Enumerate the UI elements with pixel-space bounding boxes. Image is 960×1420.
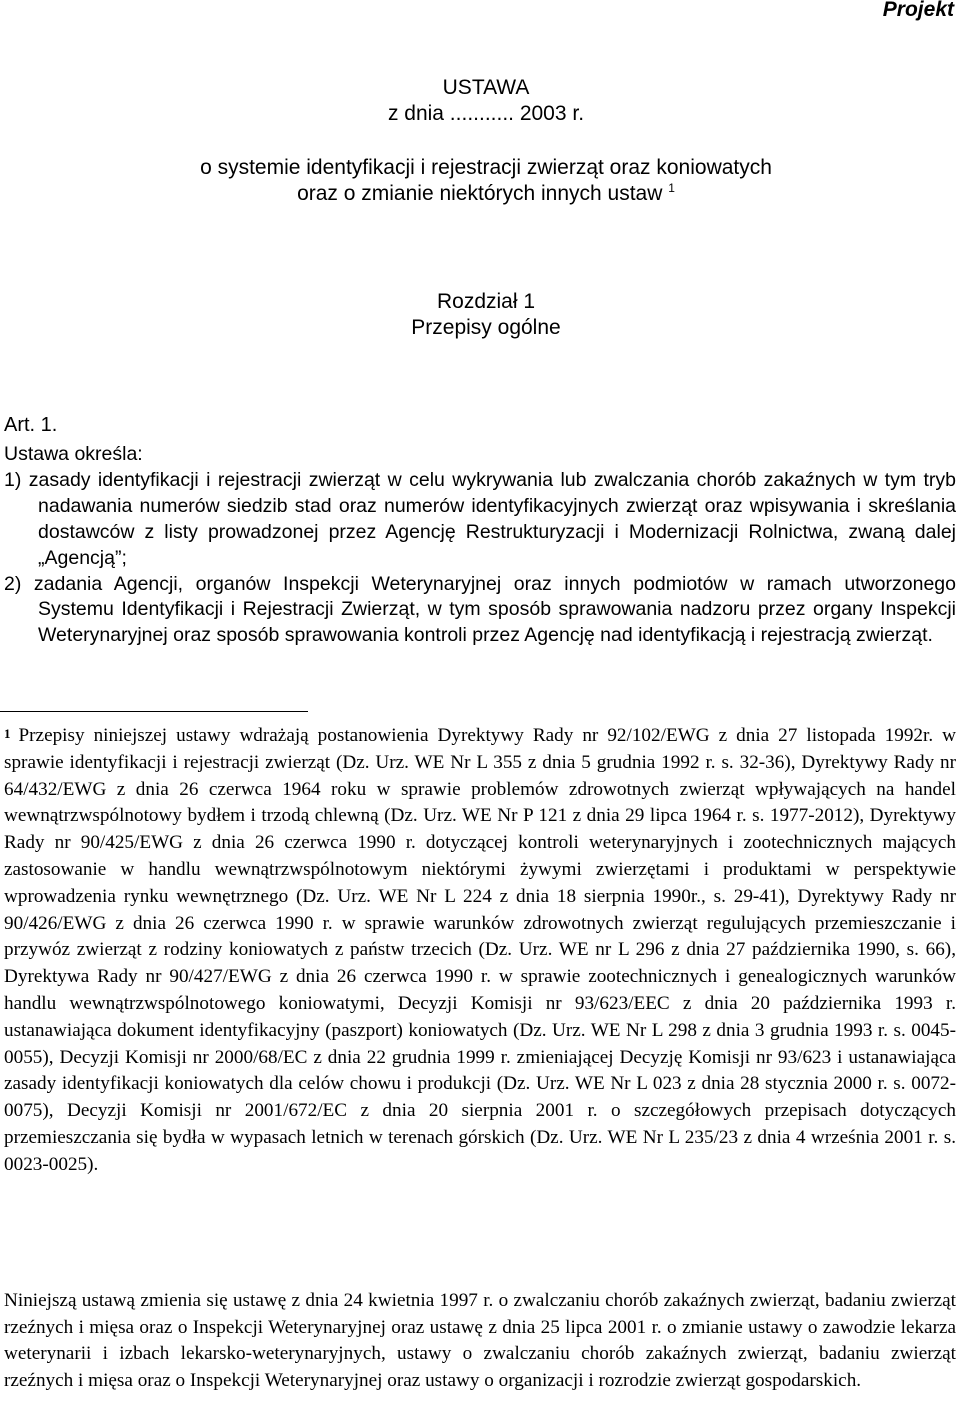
footnote-separator [0, 711, 308, 712]
footnote-text: Przepisy niniejszej ustawy wdrażają postanowienia Dyrektywy Rady nr 92/102/EWG z dnia 27 listopada 1992r. w sprawie identyfikacji i rejestracji zwierząt (Dz. Urz. WE Nr L 355 z dnia 5 grudnia 1992 r. s. 32-36), Dyrektywy Rady nr 64/432/EWG z dnia 26 czerwca 1964 roku w sprawie problemów zdrowotnych zwierząt wpływających na handel wewnątrzwspólnotowy bydłem i trzodą chlewną (Dz. Urz. WE Nr P 121 z dnia 29 lipca 1964 r. s. 1977-2012), Dyrektywy Rady nr 90/425/EWG z dnia 26 czerwca 1990 r. dotyczącej kontroli weterynaryjnych i zootechnicznych mających zastosowanie w handlu wewnątrzwspólnotowym niektórymi żywymi zwierzętami i produktami w perspektywie wprowadzenia rynku wewnętrznego (Dz. Urz. WE Nr L 224 z dnia 18 sierpnia 1990r., s. 29-41), Dyrektywy Rady nr 90/426/EWG z dnia 26 czerwca 1990 r. w sprawie warunków zdrowotnych zwierząt regulujących przemieszczanie i przywóz zwierząt z rodziny koniowatych z państw trzecich (Dz. Urz. WE nr L 296 z dnia 27 października 1990, s. 66), Dyrektywa Rady nr 90/427/EWG z dnia 26 czerwca 1990 r. w sprawie zootechnicznych i genealogicznych warunków handlu wewnątrzwspólnotowego koniowatymi, Decyzji Komisji nr 93/623/EEC z dnia 20 października 1993 r. ustanawiająca dokument identyfikacyjny (paszport) koniowatych (Dz. Urz. WE Nr L 298 z dnia 3 grudnia 1993 r. s. 0045-0055), Decyzji Komisji nr 2000/68/EC z dnia 22 grudnia 1999 r. zmieniającej Decyzję Komisji nr 93/623 i ustanawiająca zasady identyfikacji koniowatych dla celów chowu i produkcji (Dz. Urz. WE Nr L 023 z dnia 28 stycznia 2000 r. s. 0072-0075), Decyzji Komisji nr 2001/672/EC z dnia 20 sierpnia 2001 r. o szczegółowych przepisach dotyczących przemieszczania się bydła w wypasach letnich w terenach górskich (Dz. Urz. WE Nr L 235/23 z dnia 4 września 2001 r. s. 0023-0025). [4, 725, 956, 1175]
item-number: 2) [4, 572, 22, 595]
chapter-number: Rozdział 1 [436, 290, 536, 313]
footnote-reference[interactable]: 1 [668, 181, 675, 195]
article-body [4, 442, 956, 649]
act-subject-line-2 [0, 182, 960, 206]
act-subject-text: oraz o zmianie niektórych innych ustaw [297, 182, 663, 205]
act-type-heading: USTAWA [442, 76, 530, 99]
article-title: Art. 1. [4, 414, 58, 436]
chapter-name: Przepisy ogólne [411, 316, 561, 339]
footnote-amendment-paragraph: Niniejszą ustawą zmienia się ustawę z dnia 24 kwietnia 1997 r. o zwalczaniu chorób zakaźnych zwierząt, badaniu zwierząt rzeźnych i mięsa oraz o Inspekcji Weterynaryjnej oraz ustawę z dnia 25 lipca 2001 r. o zmianie ustawy o zawodzie lekarza weterynarii i izbach lekarsko-weterynaryjnych, ustawy o zwalczaniu chorób zakaźnych zwierząt, badaniu zwierząt rzeźnych i mięsa oraz o Inspekcji Weterynaryjnej oraz ustawy o organizacji i rozrodzie zwierząt gospodarskich. [4, 1290, 956, 1391]
act-date: z dnia ........... 2003 r. [387, 102, 585, 125]
item-text: zadania Agencji, organów Inspekcji Weterynaryjnej oraz innych podmiotów w ramach utworzonego Systemu Identyfikacji i Rejestracji Zwierząt, w tym sposób sprawowania nadzoru przez organy Inspekcji Weterynaryjnej oraz sposób sprawowania kontroli przez Agencję nad identyfikacją i rejestracją zwierząt. [33, 572, 956, 647]
footnote [4, 723, 956, 1179]
article-item [4, 572, 956, 650]
footnote-mark: 1 [4, 726, 11, 741]
project-label: Projekt [882, 0, 954, 21]
item-text: zasady identyfikacji i rejestracji zwierząt w celu wykrywania lub zwalczania chorób zakaźnych w tym tryb nadawania numerów siedzib stad oraz numerów identyfikacyjnych zwierząt oraz wpisywania i skreślania dostawców z listy prowadzonej przez Agencję Restrukturyzacji i Modernizacji Rolnictwa, zwaną dalej „Agencją”; [28, 468, 956, 569]
item-number: 1) [4, 468, 22, 491]
article-intro: Ustawa określa: [4, 443, 143, 465]
article-item [4, 468, 956, 572]
act-subject-line-1: o systemie identyfikacji i rejestracji zwierząt oraz koniowatych [200, 156, 772, 179]
